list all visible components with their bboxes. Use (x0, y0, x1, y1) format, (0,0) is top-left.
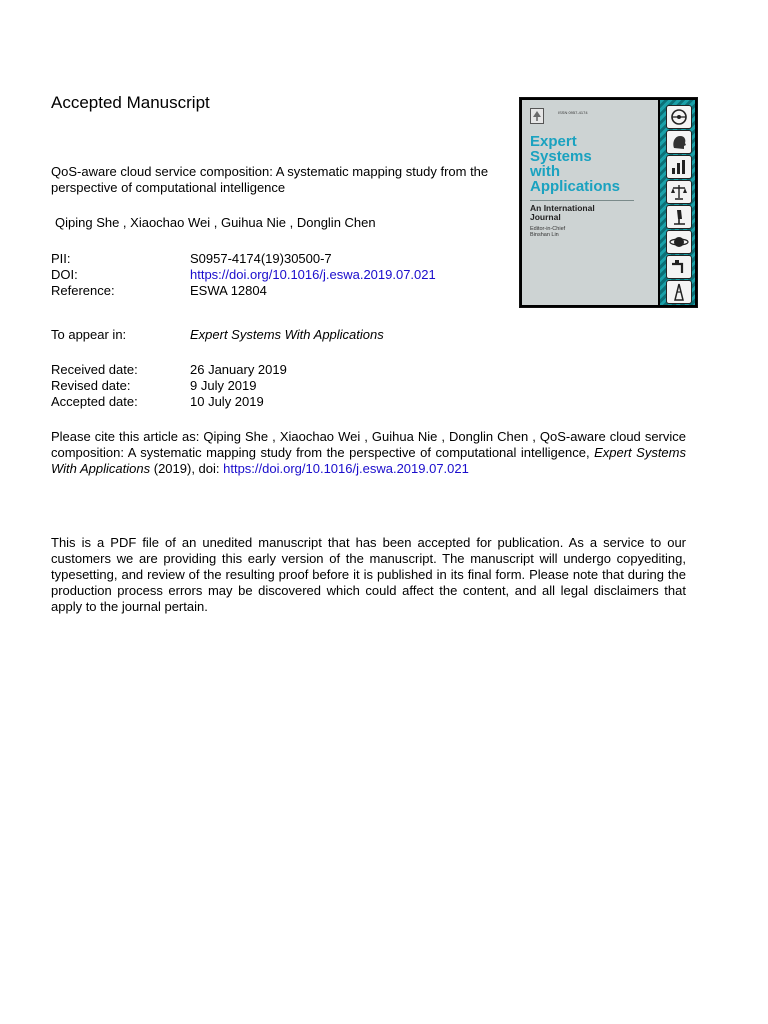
scales-icon (666, 180, 692, 204)
citation-paragraph (51, 429, 686, 477)
cover-panel (522, 100, 658, 305)
appear-label: To appear in: (51, 327, 127, 342)
dates-block (51, 362, 501, 410)
reference-value: ESWA 12804 (190, 283, 267, 298)
citation-text: Please cite this article as: Qiping She , Xiaochao Wei , Guihua Nie , Donglin Chen , QoS-aware cloud service composition: A systematic mapping study from the perspective of computational intelligence, (51, 429, 686, 460)
cover-title-line: Expert (530, 133, 577, 150)
cover-title (530, 134, 620, 194)
citation-year: (2019), doi: (150, 461, 224, 476)
cover-editor-role: Editor-in-Chief (530, 226, 566, 232)
cover-divider (530, 200, 634, 201)
accepted-label: Accepted date: (51, 394, 138, 409)
journal-name: Expert Systems With Applications (190, 327, 384, 342)
journal-cover (519, 97, 698, 308)
cover-editor (530, 226, 565, 238)
planet-icon (666, 230, 692, 254)
accepted-value: 10 July 2019 (190, 394, 264, 409)
disclaimer-paragraph: This is a PDF file of an unedited manuscript that has been accepted for publication. As a service to our customers we are providing this early version of the manuscript. The manuscript will undergo copyediting, typesetting, and review of the resulting proof before it is published in its final form. Please note that during the production process errors may be discovered which could affect the content, and all legal disclaimers that apply to the journal pertain. (51, 535, 686, 614)
cover-issn: ISSN 0957-4174 (558, 110, 588, 115)
pii-value: S0957-4174(19)30500-7 (190, 251, 332, 266)
cover-icon-strip (660, 100, 695, 305)
identifier-block (51, 251, 501, 299)
cover-subtitle-line: An International (530, 203, 595, 213)
appear-block (51, 327, 501, 343)
author-list: Qiping She , Xiaochao Wei , Guihua Nie , Donglin Chen (55, 215, 376, 230)
doi-label: DOI: (51, 267, 78, 282)
cover-subtitle (530, 204, 595, 222)
pii-label: PII: (51, 251, 71, 266)
revised-label: Revised date: (51, 378, 131, 393)
reference-label: Reference: (51, 283, 115, 298)
received-label: Received date: (51, 362, 138, 377)
article-title: QoS-aware cloud service composition: A systematic mapping study from the perspective of computational intelligence (51, 164, 489, 195)
revised-value: 9 July 2019 (190, 378, 257, 393)
cover-editor-name: Binshan Lin (530, 232, 559, 238)
citation-doi-link[interactable]: https://doi.org/10.1016/j.eswa.2019.07.021 (223, 461, 469, 476)
cover-subtitle-line: Journal (530, 212, 561, 222)
page-heading: Accepted Manuscript (51, 93, 210, 112)
elsevier-tree-logo (530, 108, 544, 124)
cover-title-line: Systems (530, 148, 592, 165)
cover-title-line: Applications (530, 178, 621, 195)
tower-icon (666, 280, 692, 304)
faucet-icon (666, 255, 692, 279)
received-value: 26 January 2019 (190, 362, 287, 377)
bar-chart-icon (666, 155, 692, 179)
citation-journal: Expert Systems With Applications (51, 445, 686, 476)
cover-title-line: with (530, 163, 560, 180)
brain-head-icon (666, 130, 692, 154)
steering-wheel-icon (666, 105, 692, 129)
doi-link[interactable]: https://doi.org/10.1016/j.eswa.2019.07.021 (190, 267, 436, 282)
microscope-icon (666, 205, 692, 229)
